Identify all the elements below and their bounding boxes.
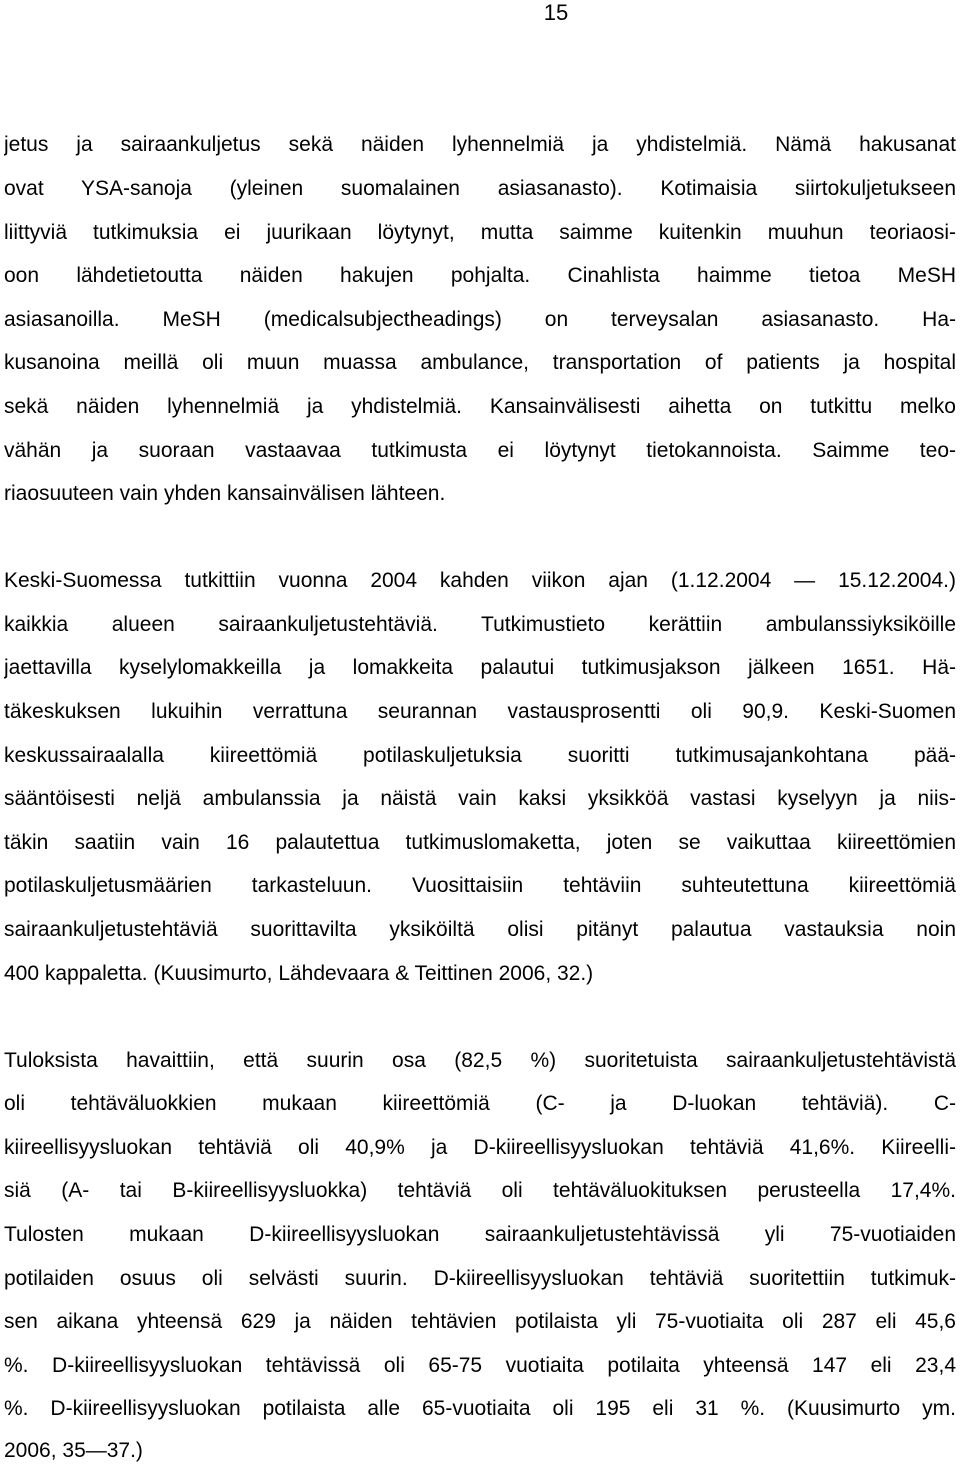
text-line: siä (A- tai B-kiireellisyysluokka) tehtäviä oli tehtäväluokituksen perusteella 17,4%. bbox=[4, 1179, 956, 1202]
text-line: Tuloksista havaittiin, että suurin osa (82,5 %) suoritetuista sairaankuljetustehtävistä bbox=[4, 1049, 956, 1072]
text-line: jetus ja sairaankuljetus sekä näiden lyhennelmiä ja yhdistelmiä. Nämä hakusanat bbox=[4, 133, 956, 156]
text-line: 2006, 35—37.) bbox=[4, 1439, 143, 1462]
page-number: 15 bbox=[543, 0, 569, 25]
text-line: jaettavilla kyselylomakkeilla ja lomakkeita palautui tutkimusjakson jälkeen 1651. Hä- bbox=[4, 656, 956, 679]
text-line: potilaiden osuus oli selvästi suurin. D-kiireellisyysluokan tehtäviä suoritettiin tutkimuk- bbox=[4, 1267, 956, 1290]
text-line: vähän ja suoraan vastaavaa tutkimusta ei löytynyt tietokannoista. Saimme teo- bbox=[4, 439, 956, 462]
text-line: täkin saatiin vain 16 palautettua tutkimuslomaketta, joten se vaikuttaa kiireettömien bbox=[4, 831, 956, 854]
text-line: riaosuuteen vain yhden kansainvälisen lähteen. bbox=[4, 482, 446, 505]
text-line: sääntöisesti neljä ambulanssia ja näistä vain kaksi yksikköä vastasi kyselyyn ja niis- bbox=[4, 787, 956, 810]
text-line: oli tehtäväluokkien mukaan kiireettömiä (C- ja D-luokan tehtäviä). C- bbox=[4, 1092, 956, 1115]
text-line: %. D-kiireellisyysluokan potilaista alle 65-vuotiaita oli 195 eli 31 %. (Kuusimurto ym. bbox=[4, 1397, 956, 1420]
text-line: liittyviä tutkimuksia ei juurikaan löytynyt, mutta saimme kuitenkin muuhun teoriaosi- bbox=[4, 221, 956, 244]
text-line: ovat YSA-sanoja (yleinen suomalainen asiasanasto). Kotimaisia siirtokuljetukseen bbox=[4, 177, 956, 200]
text-line: asiasanoilla. MeSH (medicalsubjectheadings) on terveysalan asiasanasto. Ha- bbox=[4, 308, 956, 331]
text-line: kaikkia alueen sairaankuljetustehtäviä. Tutkimustieto kerättiin ambulanssiyksiköille bbox=[4, 613, 956, 636]
text-line: kiireellisyysluokan tehtäviä oli 40,9% ja D-kiireellisyysluokan tehtäviä 41,6%. Kiireelli- bbox=[4, 1136, 956, 1159]
text-line: Keski-Suomessa tutkittiin vuonna 2004 kahden viikon ajan (1.12.2004 — 15.12.2004.) bbox=[4, 569, 956, 592]
text-line: täkeskuksen lukuihin verrattuna seurannan vastausprosentti oli 90,9. Keski-Suomen bbox=[4, 700, 956, 723]
text-line: keskussairaalalla kiireettömiä potilaskuljetuksia suoritti tutkimusajankohtana pää- bbox=[4, 744, 956, 767]
text-line: 400 kappaletta. (Kuusimurto, Lähdevaara & Teittinen 2006, 32.) bbox=[4, 962, 594, 985]
text-line: sekä näiden lyhennelmiä ja yhdistelmiä. Kansainvälisesti aihetta on tutkittu melko bbox=[4, 395, 956, 418]
text-line: Tulosten mukaan D-kiireellisyysluokan sairaankuljetustehtävissä yli 75-vuotiaiden bbox=[4, 1223, 956, 1246]
text-line: potilaskuljetusmäärien tarkasteluun. Vuosittaisiin tehtäviin suhteutettuna kiireettömiä bbox=[4, 874, 956, 897]
text-line: sen aikana yhteensä 629 ja näiden tehtävien potilaista yli 75-vuotiaita oli 287 eli 45,6 bbox=[4, 1310, 956, 1333]
text-line: sairaankuljetustehtäviä suorittavilta yksiköiltä olisi pitänyt palautua vastauksia noin bbox=[4, 918, 956, 941]
text-line: kusanoina meillä oli muun muassa ambulance, transportation of patients ja hospital bbox=[4, 351, 956, 374]
text-line: oon lähdetietoutta näiden hakujen pohjalta. Cinahlista haimme tietoa MeSH bbox=[4, 264, 956, 287]
text-line: %. D-kiireellisyysluokan tehtävissä oli 65-75 vuotiaita potilaita yhteensä 147 eli 23,4 bbox=[4, 1354, 956, 1377]
